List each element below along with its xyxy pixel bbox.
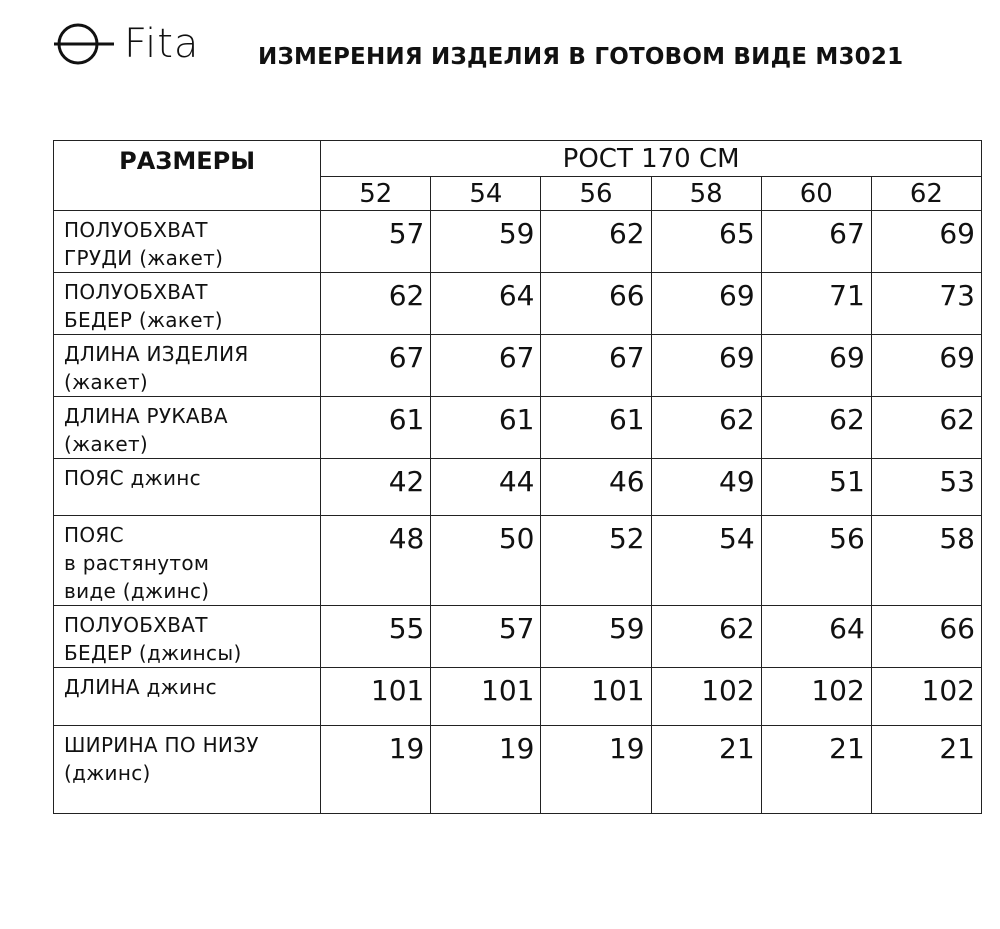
measurement-value: 64 [761,606,871,668]
measurement-value: 57 [321,211,431,273]
measurement-value: 57 [431,606,541,668]
measurement-label-line: БЕДЕР (джинсы) [64,641,242,665]
table-row [54,668,982,726]
measurement-value: 61 [321,397,431,459]
measurement-value: 62 [651,606,761,668]
measurement-label-line: ДЛИНА РУКАВА [64,404,228,428]
measurement-value: 50 [431,516,541,606]
measurement-label-line: ПОЛУОБХВАТ [64,218,208,242]
measurement-label [54,516,321,606]
measurement-value: 62 [871,397,981,459]
measurement-value: 67 [431,335,541,397]
size-table [53,140,982,814]
measurement-value: 51 [761,459,871,516]
measurement-value: 52 [541,516,651,606]
measurement-value: 69 [651,273,761,335]
measurement-value: 67 [761,211,871,273]
measurement-label [54,273,321,335]
measurement-value: 101 [541,668,651,726]
table-row [54,459,982,516]
measurement-label [54,668,321,726]
measurement-value: 61 [541,397,651,459]
measurement-label-line: ДЛИНА ИЗДЕЛИЯ [64,342,249,366]
measurement-value: 54 [651,516,761,606]
table-row [54,606,982,668]
measurement-value: 58 [871,516,981,606]
measurement-label-line: (жакет) [64,370,149,394]
measurement-label-line: ШИРИНА ПО НИЗУ [64,733,259,757]
header [0,0,1000,110]
size-cell: 52 [321,177,431,211]
measurement-value: 62 [541,211,651,273]
measurement-value: 62 [651,397,761,459]
measurement-value: 61 [431,397,541,459]
table-row [54,726,982,814]
sizes-header: РАЗМЕРЫ [54,141,321,211]
measurement-value: 59 [431,211,541,273]
measurement-label-line: в растянутом [64,551,210,575]
table-row [54,516,982,606]
measurement-value: 21 [651,726,761,814]
growth-header: РОСТ 170 СМ [321,141,982,177]
measurement-label-line: (жакет) [64,432,149,456]
measurement-label [54,211,321,273]
measurement-value: 53 [871,459,981,516]
table-row [54,397,982,459]
measurement-label-line: ПОЛУОБХВАТ [64,280,208,304]
measurement-value: 69 [871,211,981,273]
measurement-value: 49 [651,459,761,516]
measurement-value: 56 [761,516,871,606]
measurement-value: 46 [541,459,651,516]
measurement-value: 69 [761,335,871,397]
measurement-value: 59 [541,606,651,668]
measurement-value: 65 [651,211,761,273]
measurement-value: 67 [541,335,651,397]
measurement-value: 19 [431,726,541,814]
measurement-value: 62 [321,273,431,335]
measurement-label [54,459,321,516]
table-row [54,335,982,397]
measurement-label-line: ПОЯС джинс [64,466,201,490]
measurement-value: 102 [651,668,761,726]
measurement-value: 67 [321,335,431,397]
measurement-label-line: ГРУДИ (жакет) [64,246,224,270]
measurement-value: 102 [761,668,871,726]
measurement-label-line: ПОЛУОБХВАТ [64,613,208,637]
measurement-label-line: БЕДЕР (жакет) [64,308,223,332]
table-header-row [54,141,982,177]
measurement-label [54,397,321,459]
size-cell: 60 [761,177,871,211]
measurement-value: 66 [541,273,651,335]
table-row [54,211,982,273]
measurement-value: 44 [431,459,541,516]
measurement-value: 48 [321,516,431,606]
measurement-value: 73 [871,273,981,335]
measurement-label-line: виде (джинс) [64,579,210,603]
measurement-label [54,606,321,668]
measurement-value: 101 [321,668,431,726]
measurement-value: 102 [871,668,981,726]
measurement-label-line: ПОЯС [64,523,124,547]
size-cell: 58 [651,177,761,211]
measurement-value: 55 [321,606,431,668]
brand-name: Fita [124,21,200,67]
table-row [54,273,982,335]
size-cell: 62 [871,177,981,211]
measurement-value: 64 [431,273,541,335]
measurement-value: 62 [761,397,871,459]
brand-logo [52,14,199,74]
measurement-value: 69 [651,335,761,397]
fita-circle-logo-icon [52,17,116,71]
size-cell: 56 [541,177,651,211]
measurement-label [54,726,321,814]
measurement-label-line: (джинс) [64,761,151,785]
page-title: ИЗМЕРЕНИЯ ИЗДЕЛИЯ В ГОТОВОМ ВИДЕ М3021 [258,44,904,70]
measurement-value: 19 [541,726,651,814]
measurement-value: 101 [431,668,541,726]
measurement-value: 21 [871,726,981,814]
measurement-value: 69 [871,335,981,397]
size-cell: 54 [431,177,541,211]
measurement-value: 19 [321,726,431,814]
measurement-value: 21 [761,726,871,814]
measurement-value: 71 [761,273,871,335]
measurement-label-line: ДЛИНА джинс [64,675,217,699]
measurement-value: 42 [321,459,431,516]
measurement-label [54,335,321,397]
measurement-value: 66 [871,606,981,668]
